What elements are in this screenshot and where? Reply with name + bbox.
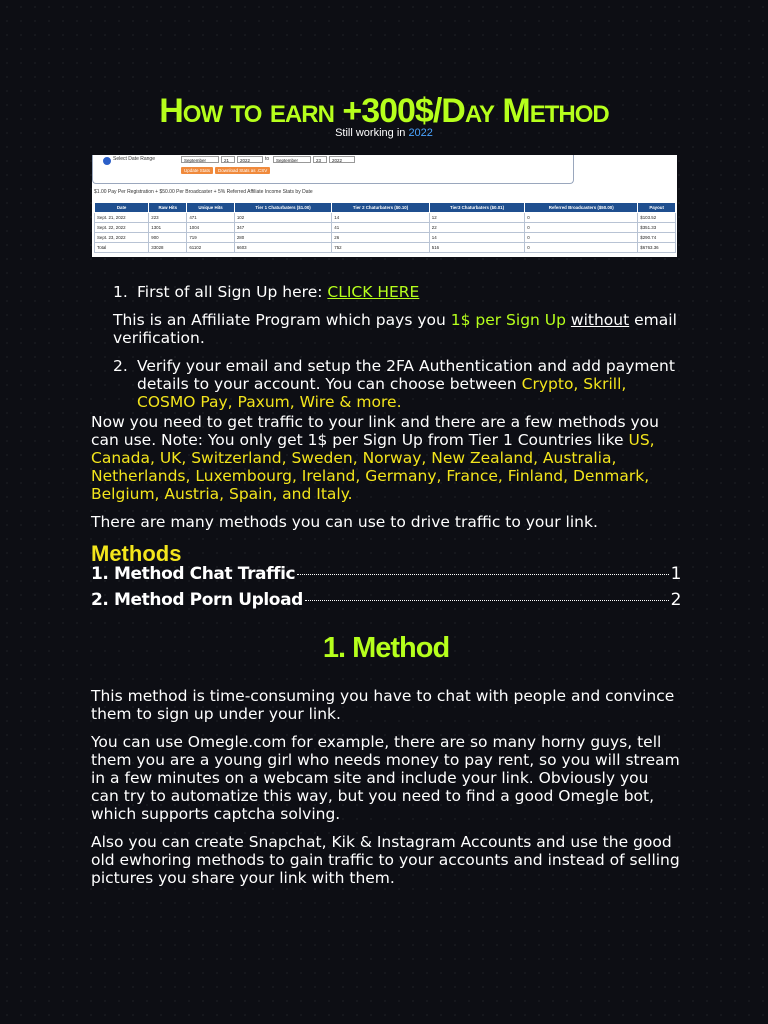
method-1-paragraph: This method is time-consuming you have to chat with people and convince them to sign up under your link. xyxy=(91,687,675,723)
table-row xyxy=(95,223,676,233)
table-cell: 0 xyxy=(525,223,638,233)
column-header: Date xyxy=(95,203,149,213)
table-row xyxy=(95,213,676,223)
affiliate-after: email verification. xyxy=(113,311,677,347)
table-cell: 900 xyxy=(149,233,187,243)
column-header: Unique Hits xyxy=(187,203,235,213)
subtitle-prefix: Still working in xyxy=(335,127,409,139)
table-cell: Total xyxy=(95,243,149,253)
column-header: Tier 1 Chaturbaters ($1.00) xyxy=(234,203,331,213)
table-cell: 223 xyxy=(149,213,187,223)
article-body xyxy=(91,283,681,887)
affiliate-text: This is an Affiliate Program which pays you xyxy=(113,311,451,329)
date-range-label: Select Date Range xyxy=(113,156,155,162)
step-2-text: Verify your email and setup the 2FA Authentication and add payment details to your account. You can choose between xyxy=(137,357,675,393)
affiliate-underlined: without xyxy=(570,311,630,329)
table-cell: Sept. 21, 2022 xyxy=(95,213,149,223)
method-1-heading: 1. Method xyxy=(322,632,450,664)
toc-label: 2. Method Porn Upload xyxy=(91,590,303,610)
toc-entry[interactable] xyxy=(91,589,681,611)
page-subtitle xyxy=(0,127,768,139)
traffic-text: Now you need to get traffic to your link and there are a few methods you can use. Note: You only get 1$ per Sign Up from Tier 1 Countries like xyxy=(91,413,659,449)
table-cell: 6603 xyxy=(234,243,331,253)
traffic-paragraph xyxy=(91,413,681,503)
to-month-select[interactable]: September xyxy=(273,156,311,163)
to-day-select[interactable]: 23 xyxy=(313,156,327,163)
toc-page: 1 xyxy=(670,564,681,584)
table-cell: 471 xyxy=(187,213,235,223)
table-cell: 0 xyxy=(525,213,638,223)
update-stats-button[interactable]: Update Stats xyxy=(181,167,213,174)
stats-screenshot xyxy=(92,155,677,257)
table-cell: 14 xyxy=(429,233,525,243)
table-cell: $103.52 xyxy=(638,213,676,223)
table-cell: 41 xyxy=(332,223,429,233)
step-1-text: First of all Sign Up here: xyxy=(137,283,328,301)
table-cell: $351.33 xyxy=(638,223,676,233)
table-cell: 719 xyxy=(187,233,235,243)
table-cell: Sept. 22, 2022 xyxy=(95,223,149,233)
to-year-select[interactable]: 2022 xyxy=(329,156,355,163)
table-cell: 61102 xyxy=(187,243,235,253)
toc-dots xyxy=(305,600,669,601)
column-header: Raw Hits xyxy=(149,203,187,213)
table-cell: 0 xyxy=(525,233,638,243)
download-csv-button[interactable]: Download Stats as .CSV xyxy=(215,167,270,174)
column-header: Referred Broadcasters ($50.00) xyxy=(525,203,638,213)
payment-options: Crypto, Skrill, COSMO Pay, Paxum, Wire & more. xyxy=(137,375,627,411)
page-title: How to earn +300$/Day Method xyxy=(159,92,609,130)
table-cell: 0 xyxy=(525,243,638,253)
table-cell: 1301 xyxy=(149,223,187,233)
step-number: 1. xyxy=(113,283,128,301)
column-header: Payout xyxy=(638,203,676,213)
many-methods-paragraph: There are many methods you can use to drive traffic to your link. xyxy=(91,513,598,531)
method-1-paragraph: Also you can create Snapchat, Kik & Instagram Accounts and use the good old ewhoring methods to gain traffic to your accounts and instead of selling pictures you share your link with them. xyxy=(91,833,680,887)
from-month-select[interactable]: September xyxy=(181,156,219,163)
to-label: to xyxy=(265,156,270,162)
date-filter-box xyxy=(92,155,574,184)
table-cell: 33028 xyxy=(149,243,187,253)
step-1 xyxy=(91,283,681,301)
table-cell: 12 xyxy=(429,213,525,223)
toc-page: 2 xyxy=(670,590,681,610)
table-cell: $6763.36 xyxy=(638,243,676,253)
from-day-select[interactable]: 21 xyxy=(221,156,235,163)
toc-label: 1. Method Chat Traffic xyxy=(91,564,296,584)
step-number: 2. xyxy=(113,357,128,375)
method-1-paragraph: You can use Omegle.com for example, there are so many horny guys, tell them you are a young girl who needs money to pay rent, so you will stream in a few minutes on a webcam site and include your link. Obviously you can try to automatize this way, but you need to find a good Omegle bot, which supports captcha solving. xyxy=(91,733,680,823)
subtitle-year: 2022 xyxy=(408,127,433,139)
tier1-countries: US, Canada, UK, Switzerland, Sweden, Norway, New Zealand, Australia, Netherlands, Luxembourg, Ireland, Germany, France, Finland, Denmark, Belgium, Austria, Spain, and Italy. xyxy=(91,431,655,503)
toc-dots xyxy=(297,574,668,575)
affiliate-paragraph xyxy=(91,311,681,347)
table-header-row xyxy=(95,203,676,213)
stats-description: $1.00 Pay Per Registration + $50.00 Per Broadcaster + 5% Referred Affiliate Income Stats by Date xyxy=(94,189,313,195)
column-header: Tier 2 Chaturbaters ($0.10) xyxy=(332,203,429,213)
table-cell: 14 xyxy=(332,213,429,223)
from-year-select[interactable]: 2022 xyxy=(237,156,263,163)
table-cell: $290.74 xyxy=(638,233,676,243)
table-cell: 516 xyxy=(429,243,525,253)
table-cell: 280 xyxy=(234,233,331,243)
table-cell: 752 xyxy=(332,243,429,253)
table-cell: Sept. 23, 2022 xyxy=(95,233,149,243)
step-2 xyxy=(91,357,681,411)
toc-entry[interactable] xyxy=(91,563,681,585)
date-range-radio[interactable] xyxy=(103,157,111,165)
table-cell: 102 xyxy=(234,213,331,223)
column-header: Tier3 Chaturbaters ($0.01) xyxy=(429,203,525,213)
table-row xyxy=(95,233,676,243)
methods-heading: Methods xyxy=(91,541,182,566)
table-cell: 347 xyxy=(234,223,331,233)
stats-table xyxy=(94,202,676,253)
table-cell: 26 xyxy=(332,233,429,243)
affiliate-highlight: 1$ per Sign Up xyxy=(450,311,566,329)
signup-link[interactable]: CLICK HERE xyxy=(327,283,420,301)
table-cell: 22 xyxy=(429,223,525,233)
table-total-row xyxy=(95,243,676,253)
table-cell: 1004 xyxy=(187,223,235,233)
